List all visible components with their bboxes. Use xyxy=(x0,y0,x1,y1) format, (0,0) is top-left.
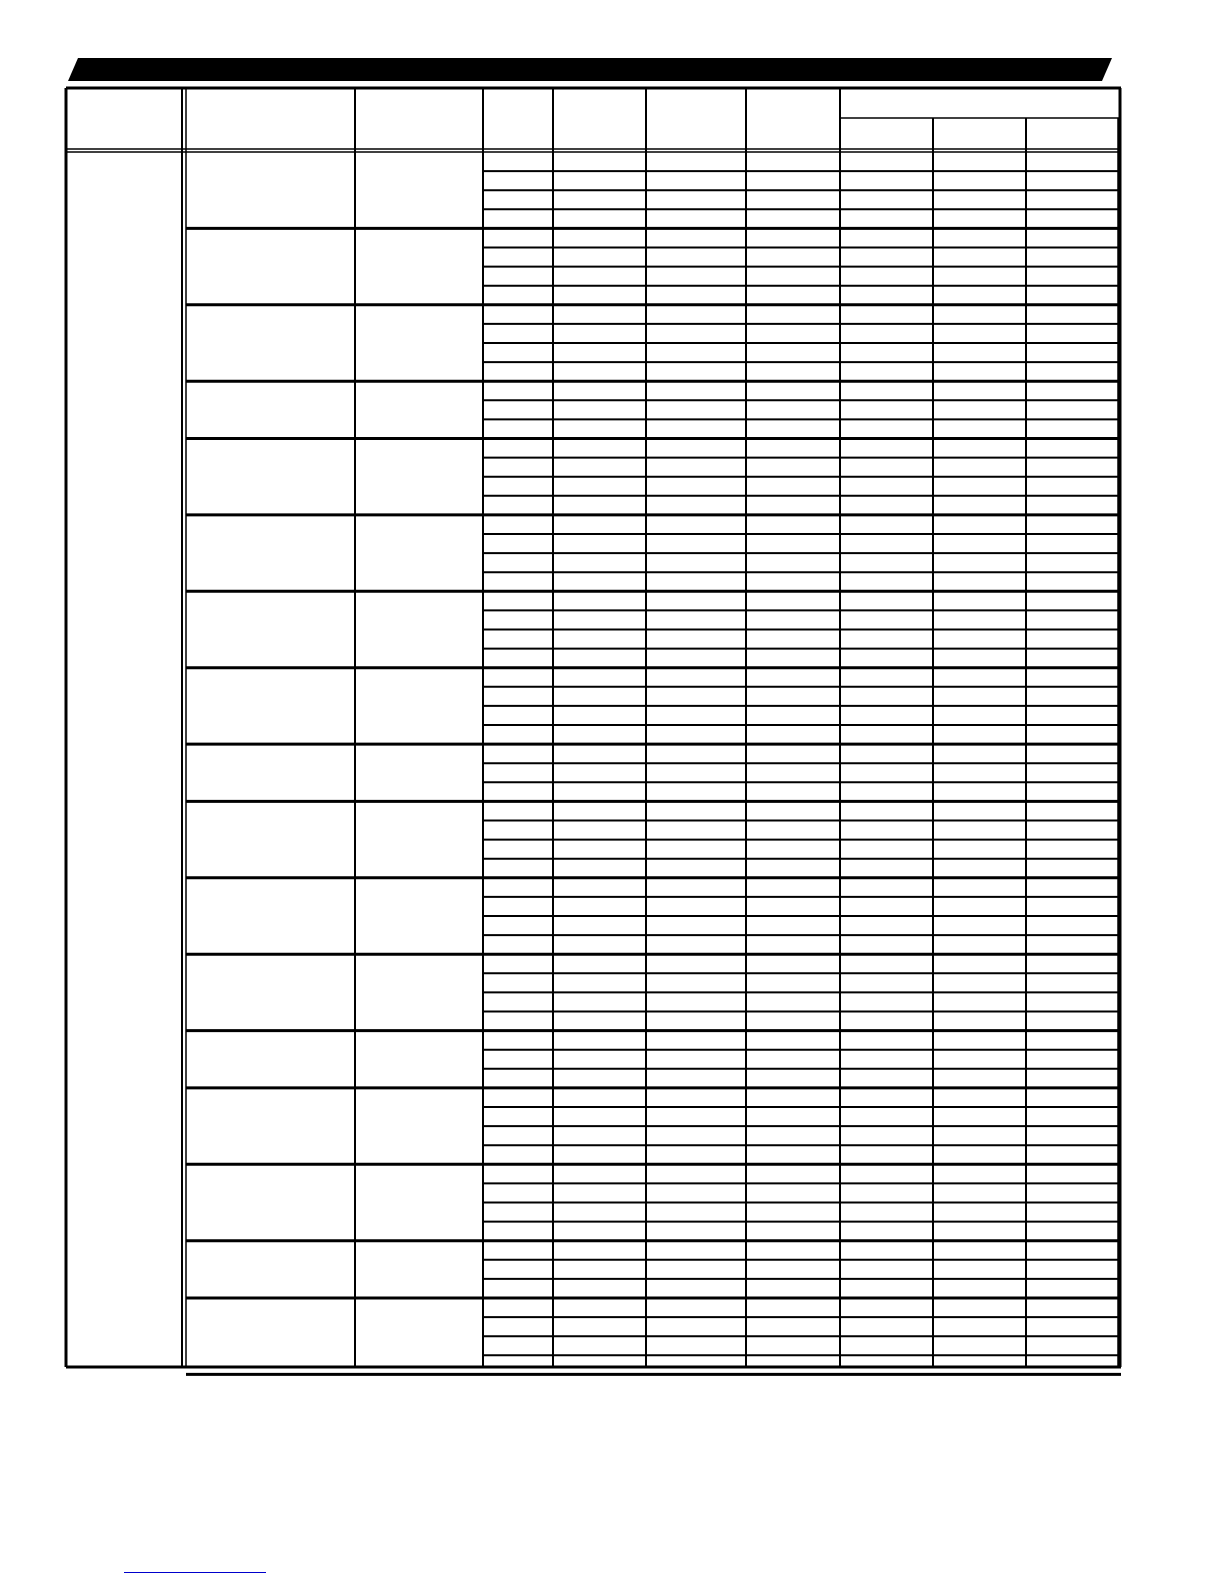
footer-link[interactable] xyxy=(124,1556,266,1573)
